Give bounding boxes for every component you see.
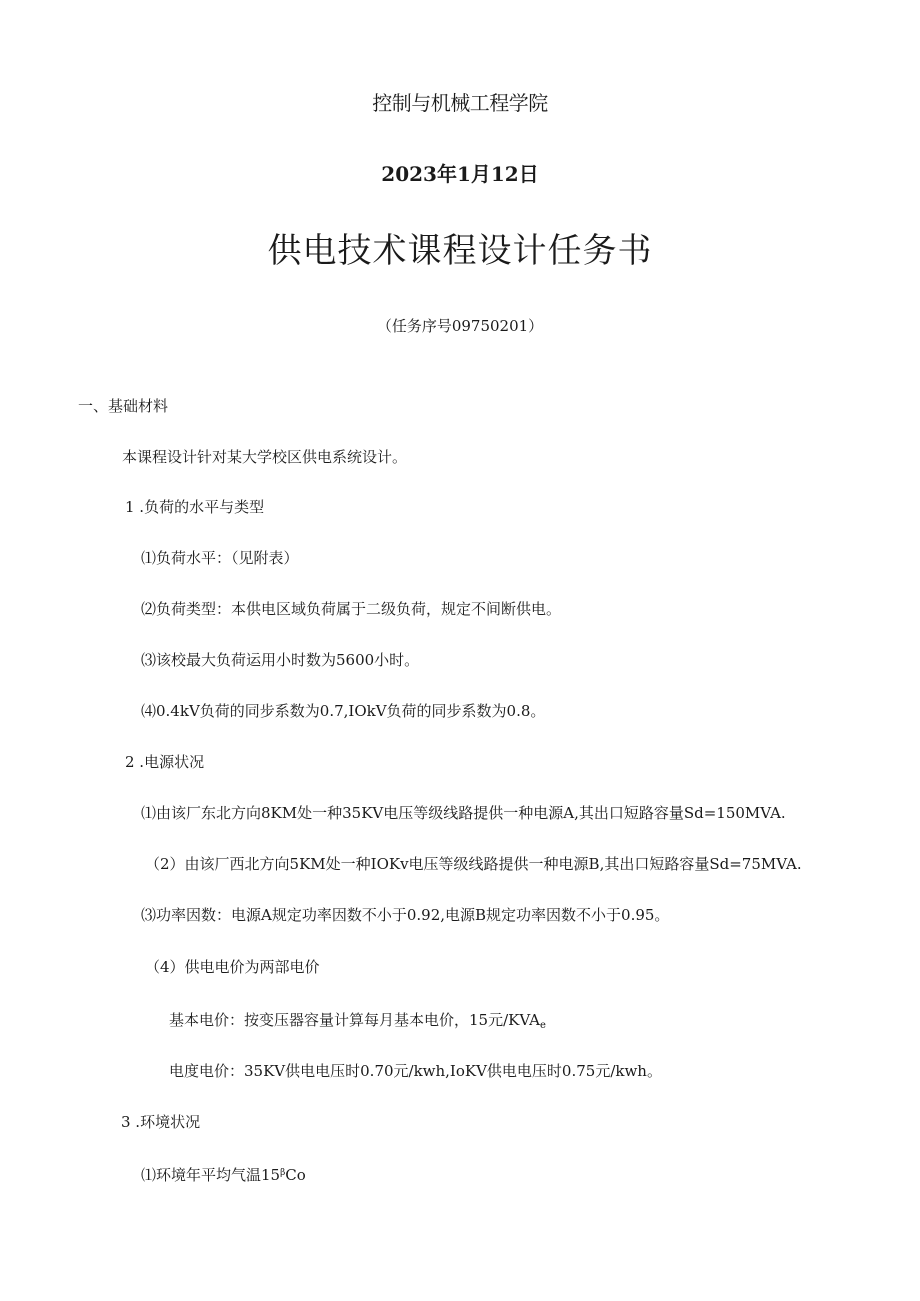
temperature-text: ⑴环境年平均气温15 xyxy=(141,1166,281,1184)
base-price-line xyxy=(169,1010,546,1036)
subsection-heading-environment: 3 .环境状况 xyxy=(121,1113,201,1131)
section-heading-basic-materials: 一、基础材料 xyxy=(78,397,169,415)
base-price-suffix: e xyxy=(540,1020,546,1031)
power-item-4: （4）供电电价为两部电价 xyxy=(145,958,320,976)
load-item-4: ⑷0.4kV负荷的同步系数为0.7,IOkV负荷的同步系数为0.8。 xyxy=(141,702,546,720)
energy-price-line: 电度电价：35KV供电电压时0.70元/kwh,IoKV供电电压时0.75元/kwh。 xyxy=(169,1062,662,1080)
power-item-3: ⑶功率因数：电源A规定功率因数不小于0.92,电源B规定功率因数不小于0.95。 xyxy=(141,906,670,924)
load-item-3: ⑶该校最大负荷运用小时数为5600小时。 xyxy=(141,651,420,669)
temperature-superscript: β xyxy=(280,1168,286,1178)
intro-paragraph: 本课程设计针对某大学校区供电系统设计。 xyxy=(122,448,408,466)
power-item-2: （2）由该厂西北方向5KM处一种IOKv电压等级线路提供一种电源B,其出口短路容量Sd=75MVA. xyxy=(145,855,802,873)
subsection-heading-load: 1 .负荷的水平与类型 xyxy=(125,498,265,516)
subsection-heading-power-source: 2 .电源状况 xyxy=(125,753,205,771)
load-item-1: ⑴负荷水平：（见附表） xyxy=(141,549,299,567)
temperature-unit: Co xyxy=(285,1166,306,1184)
task-number: （任务序号09750201） xyxy=(376,317,544,335)
power-item-1: ⑴由该厂东北方向8KM处一种35KV电压等级线路提供一种电源A,其出口短路容量Sd=150MVA. xyxy=(141,804,786,822)
base-price-text: 基本电价：按变压器容量计算每月基本电价，15元/KVA xyxy=(169,1011,540,1029)
load-item-2: ⑵负荷类型：本供电区域负荷属于二级负荷，规定不间断供电。 xyxy=(141,600,562,618)
document-date: 2023年1月12日 xyxy=(381,162,539,186)
environment-item-1 xyxy=(141,1163,306,1185)
page-title: 供电技术课程设计任务书 xyxy=(267,231,653,271)
college-name: 控制与机械工程学院 xyxy=(372,91,548,115)
